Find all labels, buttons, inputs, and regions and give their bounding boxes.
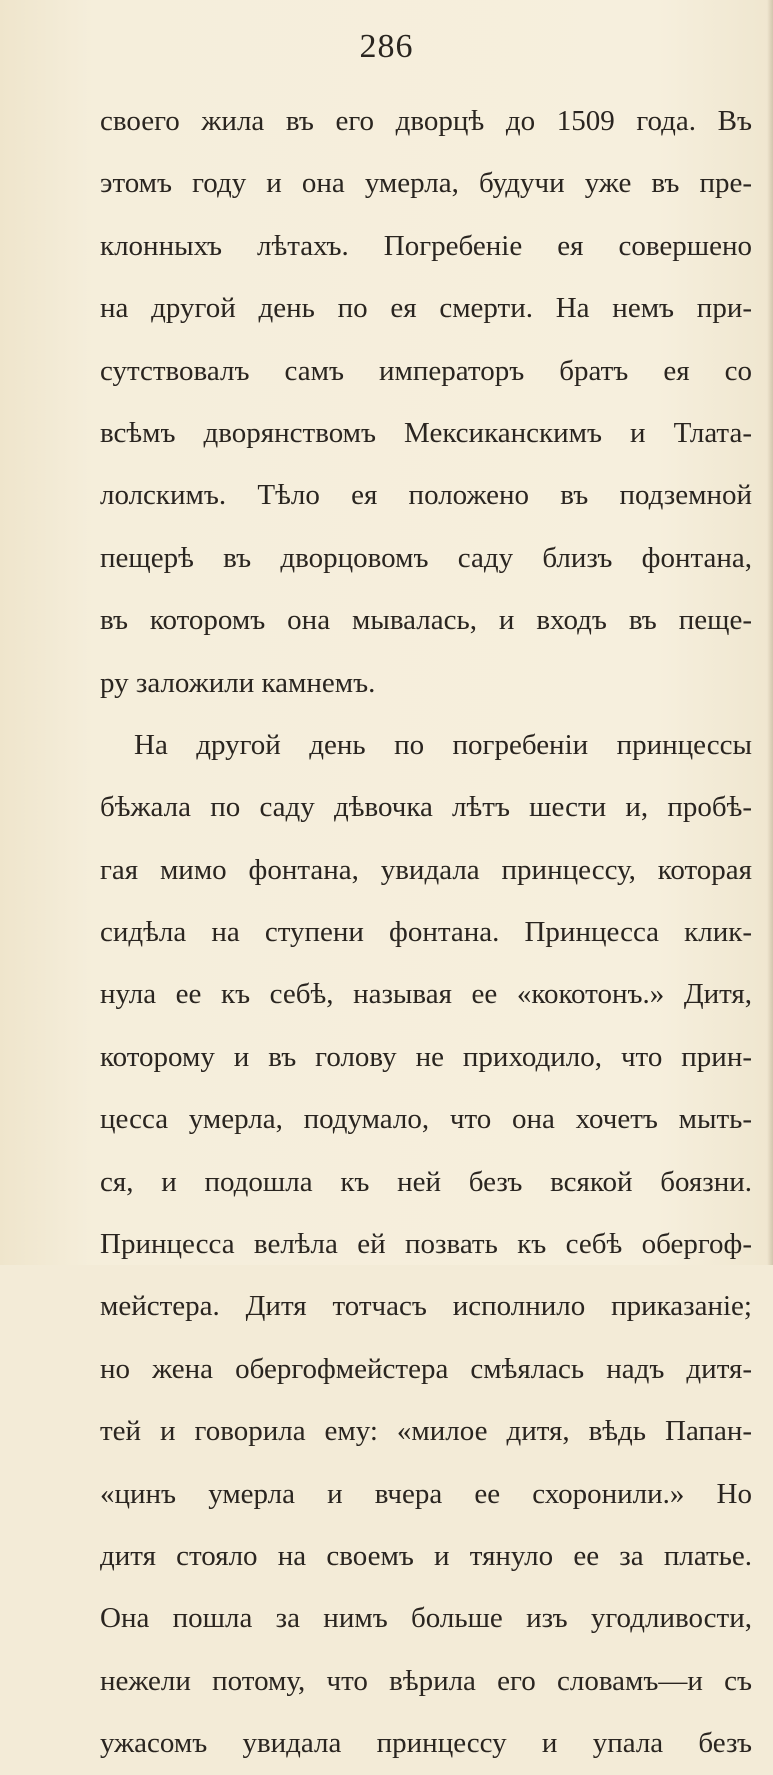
text-line: нежели потому, что вѣрила его словамъ—и съ [100, 1664, 752, 1697]
text-line: Принцесса велѣла ей позвать къ себѣ обергоф- [100, 1228, 752, 1261]
text-line: клонныхъ лѣтахъ. Погребеніе ея совершено [100, 229, 752, 262]
page-number: 286 [359, 28, 414, 65]
text-line: гая мимо фонтана, увидала принцессу, которая [100, 853, 752, 886]
text-line: бѣжала по саду дѣвочка лѣтъ шести и, пробѣ- [100, 791, 752, 824]
text-line: которому и въ голову не приходило, что прин- [100, 1040, 752, 1073]
text-line: пещерѣ въ дворцовомъ саду близъ фонтана, [100, 541, 752, 574]
text-line: Она пошла за нимъ больше изъ угодливости, [100, 1602, 752, 1635]
text-line: мейстера. Дитя тотчасъ исполнило приказаніе; [100, 1290, 752, 1323]
text-line: ужасомъ увидала принцессу и упала безъ [100, 1727, 752, 1760]
paragraph [100, 714, 752, 1775]
page-edge-shadow [767, 0, 773, 1265]
paragraph [100, 90, 752, 714]
text-line: тей и говорила ему: «милое дитя, вѣдь Папан- [100, 1415, 752, 1448]
text-line: На другой день по погребеніи принцессы [134, 728, 752, 761]
text-line: «цинъ умерла и вчера ее схоронили.» Но [100, 1477, 752, 1510]
text-line: въ которомъ она мывалась, и входъ въ пеще- [100, 604, 752, 637]
text-line: сутствовалъ самъ императоръ братъ ея со [100, 354, 752, 387]
text-line: лолскимъ. Тѣло ея положено въ подземной [100, 479, 752, 512]
text-line: ся, и подошла къ ней безъ всякой боязни. [100, 1165, 752, 1198]
text-line: нула ее къ себѣ, называя ее «кокотонъ.» Дитя, [100, 978, 752, 1011]
text-line: ру заложили камнемъ. [100, 666, 376, 699]
text-line: своего жила въ его дворцѣ до 1509 года. Въ [100, 105, 752, 137]
text-line: цесса умерла, подумало, что она хочетъ мыть- [100, 1103, 752, 1136]
text-line: всѣмъ дворянствомъ Мексиканскимъ и Тлата- [100, 416, 752, 449]
body-text [100, 90, 752, 1775]
text-line: на другой день по ея смерти. На немъ при- [100, 292, 752, 325]
text-line: дитя стояло на своемъ и тянуло ее за платье. [100, 1539, 752, 1572]
text-line: этомъ году и она умерла, будучи уже въ пре- [100, 167, 752, 200]
text-line: сидѣла на ступени фонтана. Принцесса клик- [100, 916, 752, 949]
text-line: но жена обергофмейстера смѣялась надъ дитя- [100, 1352, 752, 1385]
